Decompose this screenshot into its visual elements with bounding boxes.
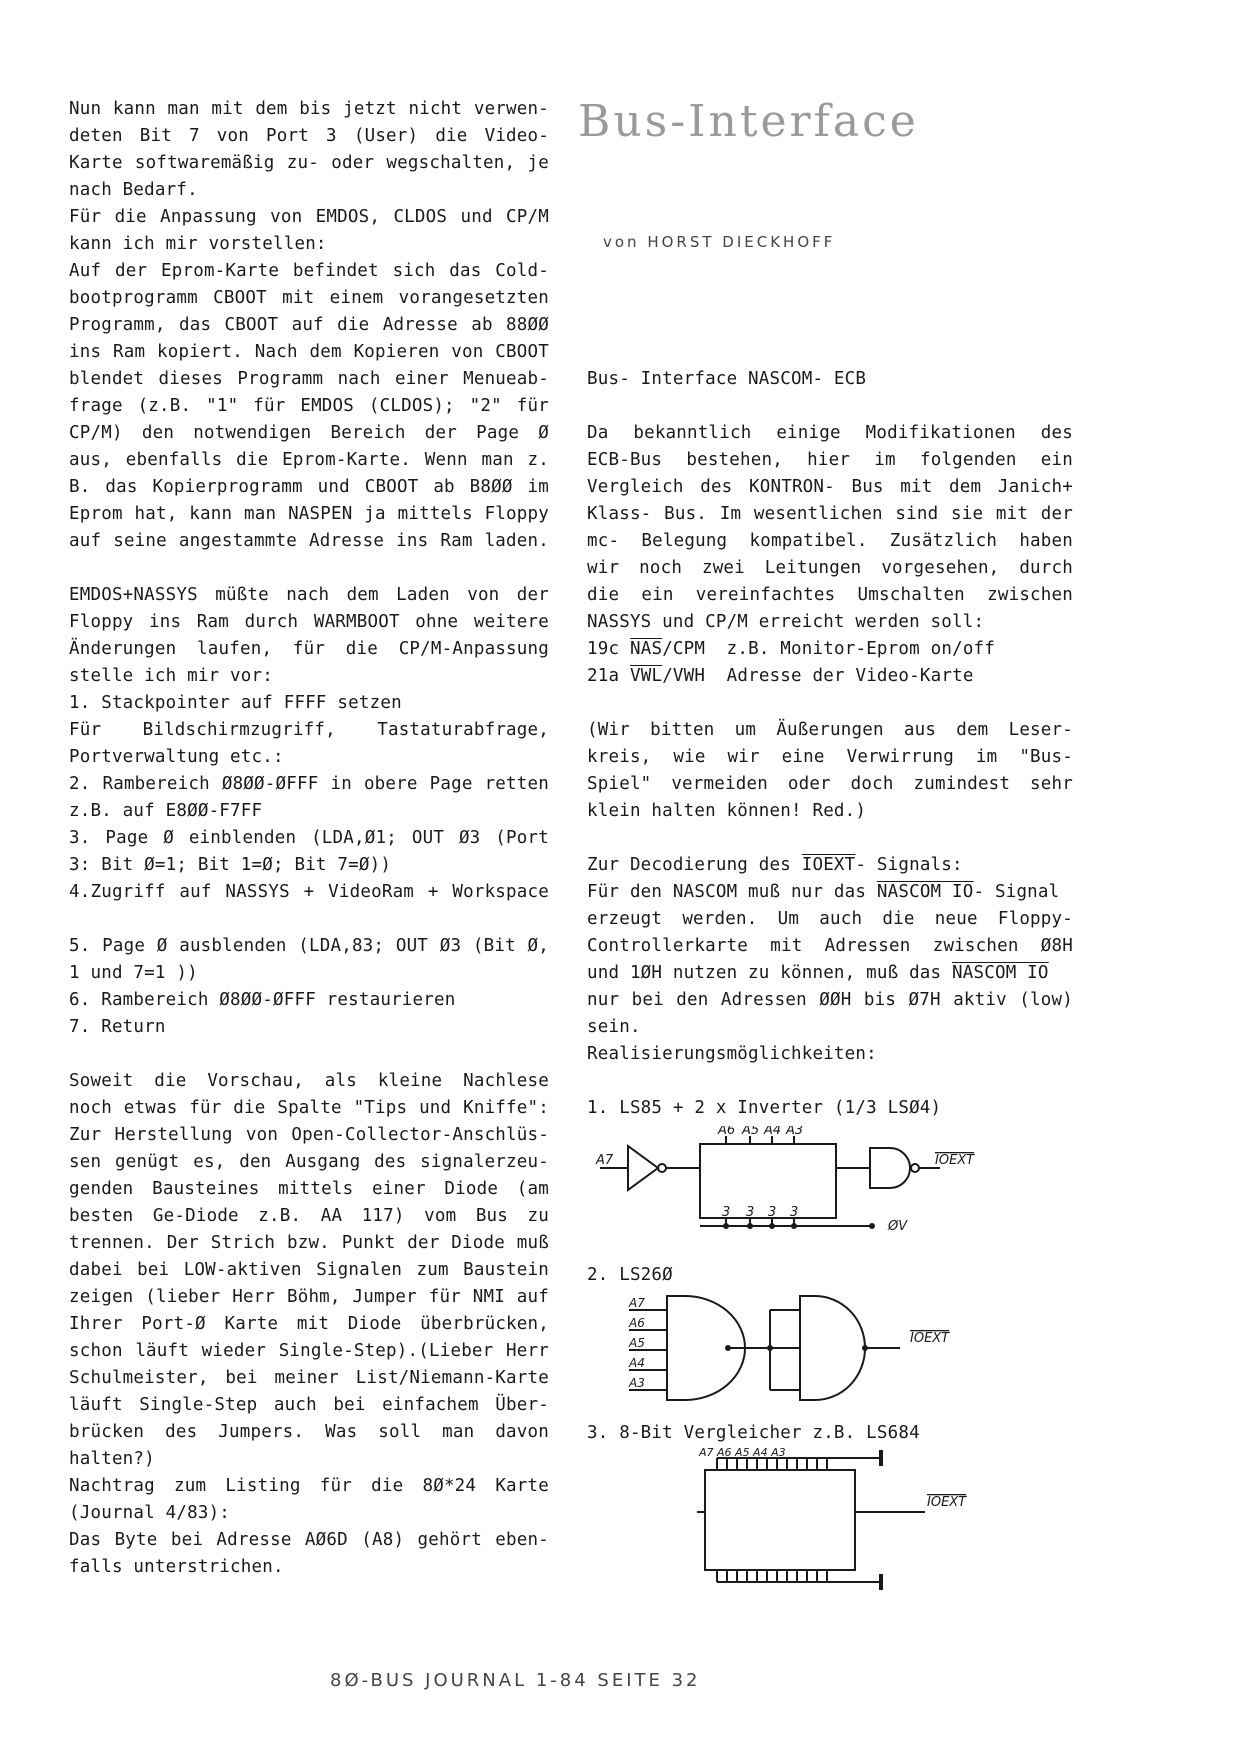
text-line: (Journal 4/83): [69,1503,231,1523]
text-line: erzeugt werden. Um auch die neue Floppy- [587,909,1073,929]
text-line: 3: Bit Ø=1; Bit 1=Ø; Bit 7=Ø)) [69,855,392,875]
article-byline: von HORST DIECKHOFF [603,233,836,251]
text-line: NASSYS und CP/M erreicht werden soll: [587,612,985,632]
text-line: 5. Page Ø ausblenden (LDA,83; OUT Ø3 (Bit Ø, [69,936,549,956]
text-line [587,879,1073,906]
text-line: Eprom hat, kann man NASPEN ja mittels Floppy [69,504,549,524]
circuit-2-diagram [625,1290,1005,1410]
label-ioext: IOEXT [935,1153,975,1168]
spacer [587,825,1073,852]
text-line: Programm, das CBOOT auf die Adresse ab 88ØØ [69,315,549,335]
signal-name: $\overline{VWL}$ [629,666,663,686]
text-span: und 1ØH nutzen zu können, muß das [587,963,953,983]
circuit-ls260 [625,1290,1005,1414]
text-line: Da bekanntlich einige Modifikationen des [587,423,1073,443]
text-line: nach Bedarf. [69,180,198,200]
text-line: z.B. auf E8ØØ-F7FF [69,801,263,821]
text-line: Änderungen laufen, für die CP/M-Anpassung [69,639,549,659]
pin-label: 3 [790,1205,799,1220]
pin-label: 3 [722,1205,731,1220]
left-paragraph-3 [69,933,549,1041]
signal-name: NASCOM IO [876,882,974,902]
text-line: aus, ebenfalls die Eprom-Karte. Wenn man z. [69,450,549,470]
label-ground: ØV [888,1219,908,1234]
text-span: Für den NASCOM muß nur das [587,882,877,902]
text-line: Das Byte bei Adresse AØ6D (A8) gehört eben- [69,1530,549,1550]
right-paragraph-1 [587,420,1073,690]
signal-name: /VWH [662,666,706,686]
article-title: Bus-Interface [578,96,919,147]
left-paragraph-4 [69,1068,549,1581]
spacer [587,1068,1073,1095]
label-a5: A5 [629,1336,645,1350]
signal-name: NASCOM IO [952,963,1049,983]
text-line: B. das Kopierprogramm und CBOOT ab B8ØØ im [69,477,549,497]
text-line: 4.Zugriff auf NASSYS + VideoRam + Workspace [69,882,549,902]
text-line: CP/M) den notwendigen Bereich der Page Ø [69,423,549,443]
text-line: EMDOS+NASSYS müßte nach dem Laden von der [69,585,549,605]
text-line: stelle ich mir vor: [69,666,273,686]
text-line: deten Bit 7 von Port 3 (User) die Video- [69,126,549,146]
label-a6: A6 [629,1316,645,1330]
text-line: Floppy ins Ram durch WARMBOOT ohne weitere [69,612,549,632]
label-a7: A7 [596,1153,614,1168]
signal-name: /CPM [662,639,706,659]
label-a4: A4 [629,1356,645,1370]
left-paragraph-2 [69,582,549,906]
text-line: 6. Rambereich Ø8ØØ-ØFFF restaurieren [69,990,456,1010]
text-line: Ihrer Port-Ø Karte mit Diode überbrücken, [69,1314,549,1334]
right-paragraph-3 [587,852,1073,1068]
pin-description: Adresse der Video-Karte [726,666,974,686]
text-line: Nachtrag zum Listing für die 8Ø*24 Karte [69,1476,549,1496]
text-line: Zur Herstellung von Open-Collector-Anschlüs- [69,1125,549,1145]
left-column [69,96,549,1608]
text-line: ins Ram kopiert. Nach dem Kopieren von CBOOT [69,342,549,362]
text-line: frage (z.B. "1" für EMDOS (CLDOS); "2" für [69,396,549,416]
text-line: wir noch zwei Leitungen vorgesehen, durch [587,558,1073,578]
text-line: genden Bausteines mittels einer Diode (am [69,1179,549,1199]
text-line: auf seine angestammte Adresse ins Ram laden. [69,531,549,551]
text-line: Vergleich des KONTRON- Bus mit dem Janich+ [587,477,1073,497]
spacer [587,690,1073,717]
option-2-label: 2. LS26Ø [587,1265,673,1285]
label-ioext: IOEXT [927,1495,967,1510]
label-a6: A6 [718,1126,736,1138]
text-line: noch etwas für die Spalte "Tips und Kniffe": [69,1098,549,1118]
right-column [587,96,1073,1122]
text-line: Für die Anpassung von EMDOS, CLDOS und CP/M [69,207,549,227]
text-line: bootprogramm CBOOT mit einem vorangesetzten [69,288,549,308]
text-line: schon läuft wieder Single-Step).(Lieber Herr [69,1341,549,1361]
text-line: besten Ge-Diode z.B. AA 117) vom Bus zu [69,1206,549,1226]
text-span: Zur Decodierung des [587,855,802,875]
text-line: Realisierungsmöglichkeiten: [587,1044,877,1064]
text-line: klein halten können! Red.) [587,801,867,821]
option-3-label: 3. 8-Bit Vergleicher z.B. LS684 [587,1423,920,1443]
circuit-ls85-inverter [590,1126,1010,1240]
text-line: (Wir bitten um Äußerungen aus dem Leser- [587,720,1073,740]
circuit-ls684 [695,1446,1005,1600]
text-line [587,852,1073,879]
label-a7: A7 [629,1296,645,1310]
text-line: trennen. Der Strich bzw. Punkt der Diode muß [69,1233,549,1253]
text-line: sen genügt es, den Ausgang des signalerzeu- [69,1152,549,1172]
spacer [587,393,1073,420]
text-line: Klass- Bus. Im wesentlichen sind sie mit der [587,504,1073,524]
circuit-1-diagram [590,1126,1010,1236]
section-heading: Bus- Interface NASCOM- ECB [587,369,867,389]
text-line: blendet dieses Programm nach einer Menueab- [69,369,549,389]
page-footer: 8Ø-BUS JOURNAL 1-84 SEITE 32 [330,1670,701,1691]
text-line: kreis, wie wir eine Verwirrung im "Bus- [587,747,1073,767]
text-line: 7. Return [69,1017,166,1037]
text-span: - Signal [973,882,1060,902]
text-line: Schulmeister, bei meiner List/Niemann-Karte [69,1368,549,1388]
text-line: Für Bildschirmzugriff, Tastaturabfrage, [69,720,549,740]
pin-label: 3 [746,1205,755,1220]
text-line: brücken des Jumpers. Was soll man davon [69,1422,549,1442]
text-line: kann ich mir vorstellen: [69,234,327,254]
text-line: falls unterstrichen. [69,1557,284,1577]
label-a4: A4 [764,1126,782,1138]
text-span: - Signals: [855,855,963,875]
text-line: Nun kann man mit dem bis jetzt nicht verwen- [69,99,549,119]
pin-label: 3 [768,1205,777,1220]
label-a3: A3 [786,1126,804,1138]
text-line: Portverwaltung etc.: [69,747,284,767]
text-line [587,960,1073,987]
option-2-wrapper [587,1262,887,1289]
pin-number: 21a [587,666,620,686]
text-line: 2. Rambereich Ø8ØØ-ØFFF in obere Page retten [69,774,549,794]
text-line: 1 und 7=1 )) [69,963,198,983]
text-line: 1. Stackpointer auf FFFF setzen [69,693,402,713]
text-line: Spiel" vermeiden oder doch zumindest sehr [587,774,1073,794]
text-line: zeigen (lieber Herr Böhm, Jumper für NMI auf [69,1287,549,1307]
pin-description: z.B. Monitor-Eprom on/off [726,639,996,659]
text-line: mc- Belegung kompatibel. Zusätzlich haben [587,531,1073,551]
label-address-lines: A7 A6 A5 A4 A3 [699,1446,786,1459]
text-line: Auf der Eprom-Karte befindet sich das Cold- [69,261,549,281]
text-line: läuft Single-Step auch bei einfachem Über- [69,1395,549,1415]
signal-name: IOEXT [801,855,856,875]
text-line: 3. Page Ø einblenden (LDA,Ø1; OUT Ø3 (Port [69,828,549,848]
text-line: Controllerkarte mit Adressen zwischen Ø8H [587,936,1073,956]
right-paragraph-2 [587,717,1073,825]
pin-number: 19c [587,639,620,659]
signal-name: $\overline{NAS}$ [629,639,663,659]
text-line: sein. [587,1017,641,1037]
option-3-wrapper [587,1420,1007,1447]
label-a3: A3 [629,1376,645,1390]
circuit-3-diagram [695,1446,1005,1596]
text-line: dabei bei LOW-aktiven Signalen zum Baustein [69,1260,549,1280]
text-line: Soweit die Vorschau, als kleine Nachlese [69,1071,549,1091]
pin-21a [587,663,1073,690]
text-line: die ein vereinfachtes Umschalten zwischen [587,585,1073,605]
option-1-label: 1. LS85 + 2 x Inverter (1/3 LSØ4) [587,1098,942,1118]
pin-19c [587,636,1073,663]
label-ioext: IOEXT [910,1331,950,1346]
text-line: ECB-Bus bestehen, hier im folgenden ein [587,450,1073,470]
left-paragraph-1 [69,96,549,555]
text-line: Karte softwaremäßig zu- oder wegschalten, je [69,153,549,173]
text-line: halten?) [69,1449,155,1469]
text-line: nur bei den Adressen ØØH bis Ø7H aktiv (low) [587,990,1073,1010]
label-a5: A5 [742,1126,760,1138]
